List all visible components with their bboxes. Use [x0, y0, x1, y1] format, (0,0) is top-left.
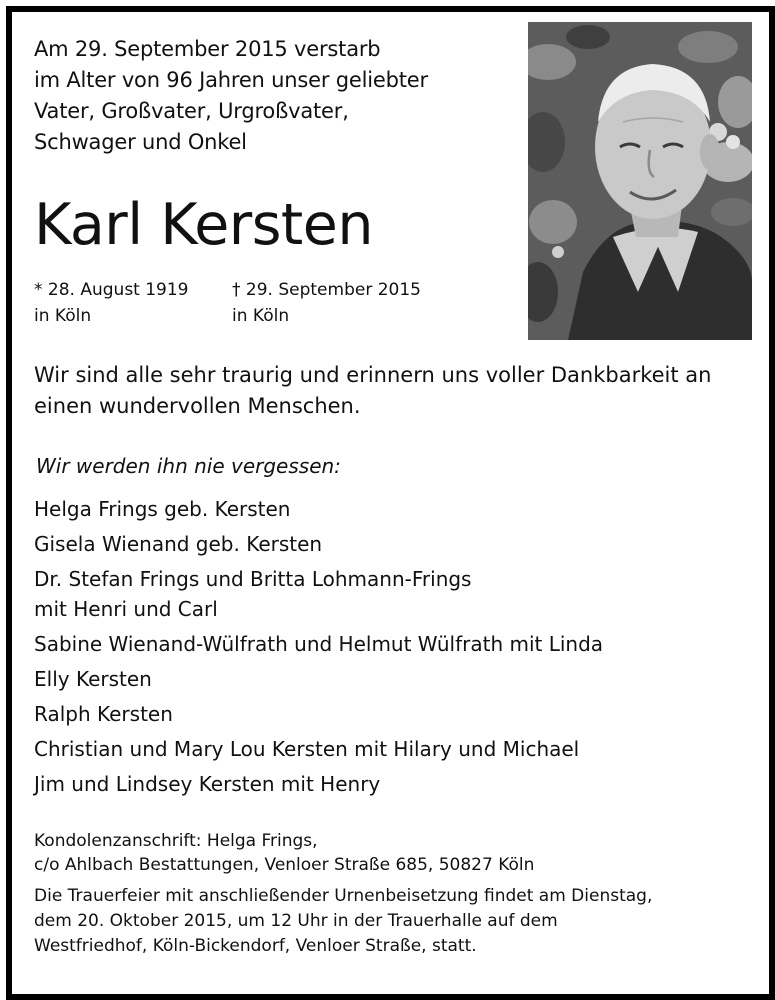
list-item [34, 494, 754, 524]
funeral-line: Westfriedhof, Köln-Bickendorf, Venloer Straße, statt. [34, 936, 477, 956]
statement-line: einen wundervollen Menschen. [34, 394, 361, 418]
list-item [34, 664, 754, 694]
condolence-line: Kondolenzanschrift: Helga Frings, [34, 831, 318, 851]
mourner-line: Christian und Mary Lou Kersten mit Hilary und Michael [34, 737, 580, 761]
intro-line: Schwager und Onkel [34, 130, 247, 154]
condolence-line: c/o Ahlbach Bestattungen, Venloer Straße 685, 50827 Köln [34, 855, 535, 875]
condolence-address [34, 829, 754, 877]
mourner-line: Elly Kersten [34, 667, 152, 691]
list-item [34, 769, 754, 799]
funeral-line: Die Trauerfeier mit anschließender Urnenbeisetzung findet am Dienstag, [34, 886, 653, 906]
funeral-info [34, 884, 754, 959]
remembrance-line: Wir werden ihn nie vergessen: [36, 454, 341, 478]
intro-text [34, 34, 504, 158]
list-item [34, 529, 754, 559]
statement-line: Wir sind alle sehr traurig und erinnern uns voller Dankbarkeit an [34, 363, 712, 387]
list-item [34, 629, 754, 659]
mourner-line: Sabine Wienand-Wülfrath und Helmut Wülfrath mit Linda [34, 632, 604, 656]
birth-place: in Köln [34, 306, 92, 326]
mourner-line: Dr. Stefan Frings und Britta Lohmann-Frings [34, 567, 472, 591]
deceased-name: Karl Kersten [34, 192, 373, 258]
statement-text [34, 360, 754, 422]
funeral-line: dem 20. Oktober 2015, um 12 Uhr in der Trauerhalle auf dem [34, 911, 558, 931]
intro-line: im Alter von 96 Jahren unser geliebter [34, 68, 428, 92]
birth-info [34, 277, 189, 329]
death-info [232, 277, 421, 329]
birth-date: * 28. August 1919 [34, 280, 189, 300]
mourners-list [34, 494, 754, 804]
obituary-notice [6, 6, 775, 1000]
list-item [34, 734, 754, 764]
list-item [34, 699, 754, 729]
intro-line: Am 29. September 2015 verstarb [34, 37, 381, 61]
list-item [34, 564, 754, 624]
mourner-line: Helga Frings geb. Kersten [34, 497, 291, 521]
mourner-line: Gisela Wienand geb. Kersten [34, 532, 323, 556]
mourner-line: Ralph Kersten [34, 702, 173, 726]
intro-line: Vater, Großvater, Urgroßvater, [34, 99, 349, 123]
portrait-photo [528, 22, 752, 340]
mourner-line: mit Henri und Carl [34, 597, 218, 621]
mourner-line: Jim und Lindsey Kersten mit Henry [34, 772, 381, 796]
death-place: in Köln [232, 306, 290, 326]
death-date: † 29. September 2015 [232, 280, 421, 300]
